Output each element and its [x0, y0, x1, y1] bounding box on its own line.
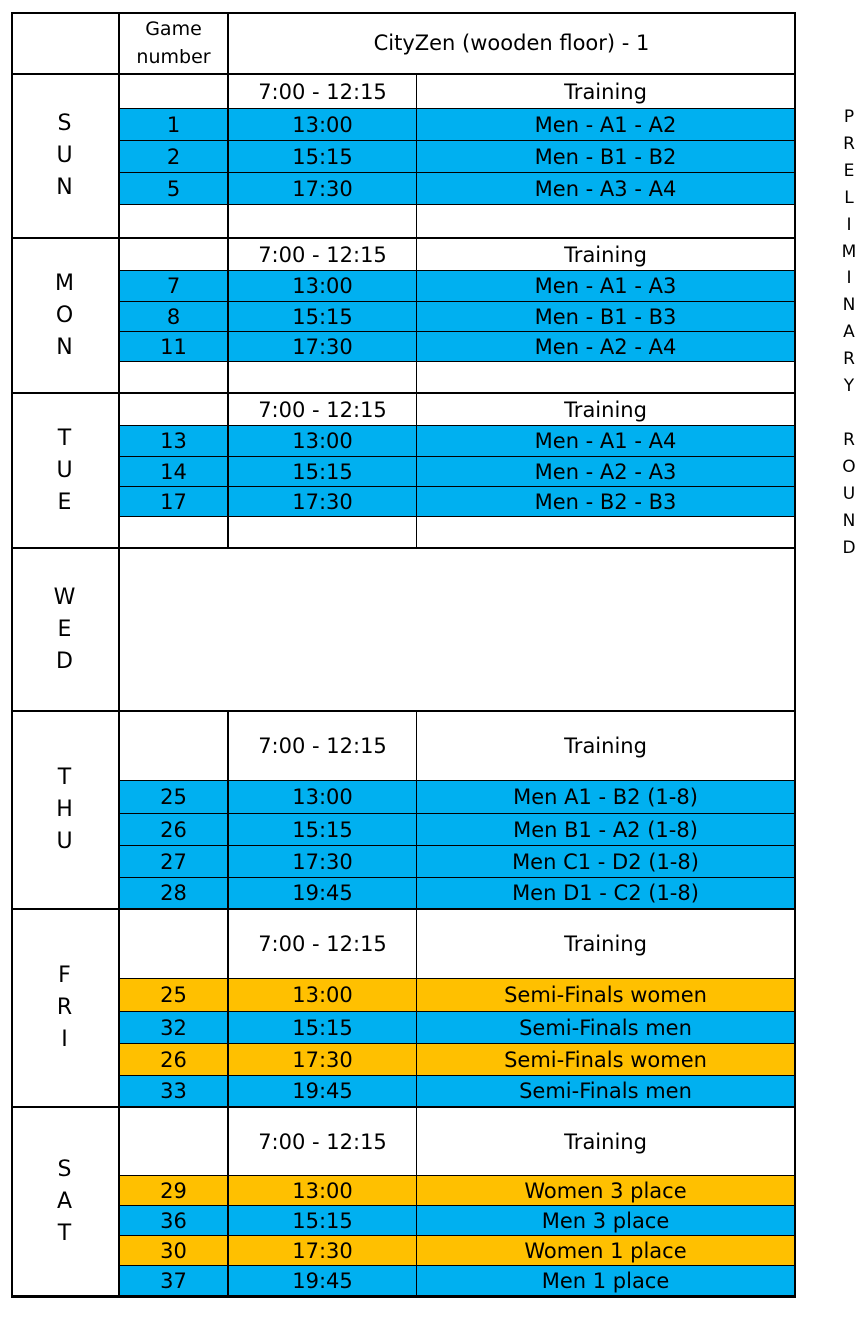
time-cell: 13:00	[229, 426, 417, 457]
event-cell: Men - A1 - A3	[417, 271, 796, 302]
game-number-cell: 25	[120, 979, 229, 1012]
time-cell: 17:30	[229, 846, 417, 878]
schedule-table	[11, 12, 796, 1298]
side-label-letter: L	[844, 187, 854, 208]
side-label-letter: P	[843, 107, 855, 127]
day-letter: H	[56, 797, 73, 822]
game-number-cell: 33	[120, 1076, 229, 1108]
game-number-cell: 13	[120, 426, 229, 457]
time-cell: 17:30	[229, 1236, 417, 1266]
game-number-cell	[120, 1108, 229, 1176]
time-cell: 19:45	[229, 1266, 417, 1297]
time-cell: 17:30	[229, 487, 417, 517]
side-label-letter: I	[846, 214, 852, 235]
day-letter: U	[56, 457, 73, 483]
game-number-cell: 2	[120, 141, 229, 173]
time-cell: 13:00	[229, 781, 417, 814]
event-cell: Men 3 place	[417, 1206, 796, 1236]
header-corner-cell	[11, 12, 120, 75]
preliminary-round-label	[838, 104, 860, 561]
game-number-cell	[120, 239, 229, 271]
day-letter: T	[57, 765, 72, 790]
day-letter: T	[57, 425, 72, 451]
empty-day-cell	[120, 549, 796, 712]
day-letter: S	[57, 1156, 72, 1182]
event-cell	[417, 517, 796, 549]
game-number-cell: 32	[120, 1012, 229, 1044]
event-cell: Semi-Finals men	[417, 1076, 796, 1108]
time-cell: 13:00	[229, 1176, 417, 1206]
time-cell: 13:00	[229, 979, 417, 1012]
time-cell: 19:45	[229, 1076, 417, 1108]
day-letter: E	[57, 489, 72, 515]
day-letter: E	[57, 616, 72, 642]
day-letter: U	[56, 143, 73, 168]
time-cell: 15:15	[229, 457, 417, 487]
event-cell: Training	[417, 75, 796, 109]
time-cell: 13:00	[229, 109, 417, 141]
game-number-cell	[120, 517, 229, 549]
time-cell: 7:00 - 12:15	[229, 1108, 417, 1176]
game-number-cell	[120, 362, 229, 394]
game-number-cell: 7	[120, 271, 229, 302]
day-label-mon	[11, 239, 120, 394]
time-cell: 15:15	[229, 814, 417, 846]
game-number-cell: 17	[120, 487, 229, 517]
game-number-cell: 30	[120, 1236, 229, 1266]
game-number-cell: 36	[120, 1206, 229, 1236]
event-cell: Women 1 place	[417, 1236, 796, 1266]
time-cell: 15:15	[229, 1012, 417, 1044]
time-cell: 17:30	[229, 1044, 417, 1076]
event-cell: Men - A1 - A2	[417, 109, 796, 141]
day-letter: D	[56, 648, 73, 674]
side-label-letter: D	[842, 537, 856, 558]
side-label-letter: I	[846, 268, 852, 289]
time-cell: 13:00	[229, 271, 417, 302]
event-cell: Semi-Finals women	[417, 979, 796, 1012]
time-cell: 15:15	[229, 1206, 417, 1236]
event-cell: Women 3 place	[417, 1176, 796, 1206]
game-number-cell: 27	[120, 846, 229, 878]
event-cell: Semi-Finals men	[417, 1012, 796, 1044]
event-cell	[417, 205, 796, 239]
side-label-letter: A	[843, 322, 855, 343]
game-number-cell	[120, 75, 229, 109]
event-cell: Training	[417, 1108, 796, 1176]
day-letter: W	[53, 584, 76, 610]
game-number-cell: 37	[120, 1266, 229, 1297]
event-cell: Training	[417, 239, 796, 271]
side-label-letter: N	[842, 510, 856, 531]
day-letter: O	[55, 302, 74, 328]
day-label-wed	[11, 549, 120, 712]
day-letter: I	[61, 1027, 68, 1052]
game-number-cell: 14	[120, 457, 229, 487]
event-cell	[417, 362, 796, 394]
time-cell: 7:00 - 12:15	[229, 75, 417, 109]
day-letter: N	[56, 334, 73, 360]
day-letter: S	[57, 111, 72, 136]
event-cell: Training	[417, 394, 796, 426]
game-number-cell	[120, 910, 229, 979]
event-cell: Men B1 - A2 (1-8)	[417, 814, 796, 846]
day-label-fri	[11, 910, 120, 1108]
event-cell: Men - B1 - B2	[417, 141, 796, 173]
game-number-cell: 26	[120, 1044, 229, 1076]
game-number-cell: 5	[120, 173, 229, 205]
side-label-letter: M	[841, 241, 857, 262]
event-cell: Men - A3 - A4	[417, 173, 796, 205]
game-number-cell	[120, 712, 229, 781]
game-number-cell: 1	[120, 109, 229, 141]
day-letter: A	[56, 1188, 73, 1214]
time-cell: 7:00 - 12:15	[229, 712, 417, 781]
event-cell: Men C1 - D2 (1-8)	[417, 846, 796, 878]
event-cell: Men - B1 - B3	[417, 302, 796, 332]
game-number-cell: 8	[120, 302, 229, 332]
game-number-cell	[120, 394, 229, 426]
day-label-sun	[11, 75, 120, 239]
time-cell	[229, 362, 417, 394]
game-number-cell: 29	[120, 1176, 229, 1206]
event-cell: Men - A1 - A4	[417, 426, 796, 457]
event-cell: Men D1 - C2 (1-8)	[417, 878, 796, 910]
game-number-cell	[120, 205, 229, 239]
time-cell: 15:15	[229, 141, 417, 173]
time-cell	[229, 205, 417, 239]
side-label-letter	[846, 400, 851, 427]
event-cell: Training	[417, 712, 796, 781]
event-cell: Semi-Finals women	[417, 1044, 796, 1076]
side-label-letter: N	[842, 295, 856, 316]
time-cell: 7:00 - 12:15	[229, 239, 417, 271]
event-cell: Men - B2 - B3	[417, 487, 796, 517]
time-cell: 19:45	[229, 878, 417, 910]
time-cell: 15:15	[229, 302, 417, 332]
time-cell: 7:00 - 12:15	[229, 910, 417, 979]
game-number-cell: 28	[120, 878, 229, 910]
side-label-letter: R	[843, 429, 855, 450]
day-label-tue	[11, 394, 120, 549]
side-label-letter: U	[842, 483, 856, 504]
side-label-letter: R	[843, 133, 855, 154]
day-label-sat	[11, 1108, 120, 1297]
side-label-letter: R	[843, 349, 855, 370]
side-label-letter: Y	[843, 376, 855, 397]
event-cell: Men A1 - B2 (1-8)	[417, 781, 796, 814]
game-number-cell: 26	[120, 814, 229, 846]
game-number-header: Game number	[120, 12, 229, 75]
day-letter: T	[57, 1220, 72, 1246]
day-letter: N	[56, 175, 73, 200]
event-cell: Training	[417, 910, 796, 979]
day-letter: R	[56, 995, 73, 1020]
day-letter: M	[55, 270, 74, 296]
time-cell	[229, 517, 417, 549]
day-letter: U	[56, 829, 73, 854]
side-label-letter: O	[842, 456, 856, 477]
time-cell: 17:30	[229, 332, 417, 362]
game-number-cell: 11	[120, 332, 229, 362]
venue-header: CityZen (wooden floor) - 1	[229, 12, 796, 75]
day-label-thu	[11, 712, 120, 910]
event-cell: Men 1 place	[417, 1266, 796, 1297]
event-cell: Men - A2 - A3	[417, 457, 796, 487]
time-cell: 17:30	[229, 173, 417, 205]
time-cell: 7:00 - 12:15	[229, 394, 417, 426]
day-letter: F	[58, 963, 71, 988]
game-number-cell: 25	[120, 781, 229, 814]
side-label-letter: E	[843, 160, 855, 181]
event-cell: Men - A2 - A4	[417, 332, 796, 362]
